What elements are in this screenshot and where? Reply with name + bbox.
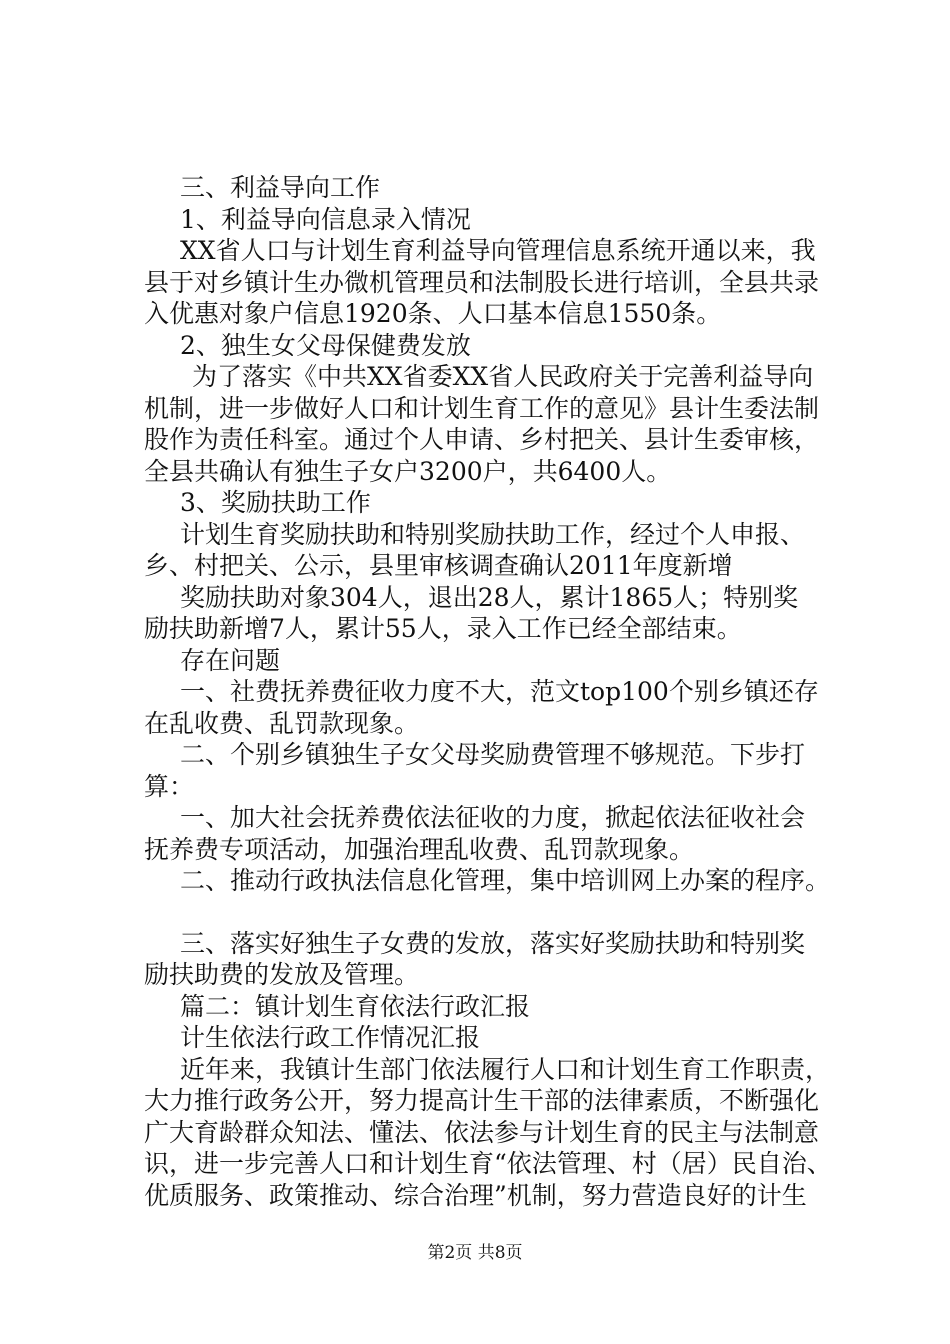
blank-line bbox=[144, 897, 844, 928]
paragraph-line: 广大育龄群众知法、懂法、依法参与计划生育的民主与法制意 bbox=[144, 1117, 820, 1147]
paragraph-line: 计划生育奖励扶助和特别奖励扶助工作，经过个人申报、 bbox=[180, 519, 806, 549]
subsection-heading: 2、独生女父母保健费发放 bbox=[180, 330, 471, 360]
paragraph-line: 近年来，我镇计生部门依法履行人口和计划生育工作职责， bbox=[180, 1054, 831, 1084]
paragraph-line: 乡、村把关、公示，县里审核调查确认2011年度新增 bbox=[144, 551, 733, 580]
paragraph-line: 一、加大社会抚养费依法征收的力度，掀起依法征收社会 bbox=[180, 803, 806, 832]
paragraph-line: 励扶助费的发放及管理。 bbox=[144, 960, 420, 989]
paragraph-line: 优质服务、政策推动、综合治理”机制，努力营造良好的计生 bbox=[144, 1180, 807, 1210]
paragraph-line: 二、推动行政执法信息化管理，集中培训网上办案的程序。 bbox=[180, 866, 831, 895]
document-body bbox=[144, 172, 844, 1211]
chapter-heading: 篇二：镇计划生育依法行政汇报 bbox=[180, 991, 531, 1021]
paragraph-line: 股作为责任科室。通过个人申请、乡村把关、县计生委审核， bbox=[144, 425, 820, 454]
paragraph-line: 励扶助新增7人，累计55人，录入工作已经全部结束。 bbox=[144, 614, 742, 643]
report-title: 计生依法行政工作情况汇报 bbox=[180, 1023, 481, 1052]
paragraph-line: 算： bbox=[144, 771, 195, 801]
paragraph-line: XX省人口与计划生育利益导向管理信息系统开通以来，我 bbox=[180, 236, 816, 265]
paragraph-line: 大力推行政务公开，努力提高计生干部的法律素质，不断强化 bbox=[144, 1086, 820, 1115]
section-heading: 三、利益导向工作 bbox=[180, 173, 381, 202]
paragraph-line: 全县共确认有独生子女户3200户，共6400人。 bbox=[144, 456, 672, 486]
subsection-heading: 3、奖励扶助工作 bbox=[180, 488, 371, 517]
paragraph-line: 为了落实《中共XX省委XX省人民政府关于完善利益导向 bbox=[192, 362, 814, 391]
paragraph-line: 识，进一步完善人口和计划生育“依法管理、村（居）民自治、 bbox=[144, 1149, 832, 1178]
page-number-footer: 第2页 共8页 bbox=[427, 1243, 523, 1263]
paragraph-line: 在乱收费、乱罚款现象。 bbox=[144, 708, 420, 738]
section-heading: 存在问题 bbox=[180, 645, 281, 675]
paragraph-line: 奖励扶助对象304人，退出28人，累计1865人；特别奖 bbox=[180, 582, 799, 612]
paragraph-line: 入优惠对象户信息1920条、人口基本信息1550条。 bbox=[144, 299, 722, 328]
subsection-heading: 1、利益导向信息录入情况 bbox=[180, 204, 471, 234]
paragraph-line: 抚养费专项活动，加强治理乱收费、乱罚款现象。 bbox=[144, 834, 695, 864]
paragraph-line: 机制，进一步做好人口和计划生育工作的意见》县计生委法制 bbox=[144, 393, 820, 423]
paragraph-line: 县于对乡镇计生办微机管理员和法制股长进行培训，全县共录 bbox=[144, 267, 820, 297]
paragraph-line: 一、社费抚养费征收力度不大，范文top100个别乡镇还存 bbox=[180, 677, 819, 706]
paragraph-line: 三、落实好独生子女费的发放，落实好奖励扶助和特别奖 bbox=[180, 928, 806, 958]
paragraph-line: 二、个别乡镇独生子女父母奖励费管理不够规范。下步打 bbox=[180, 740, 806, 769]
